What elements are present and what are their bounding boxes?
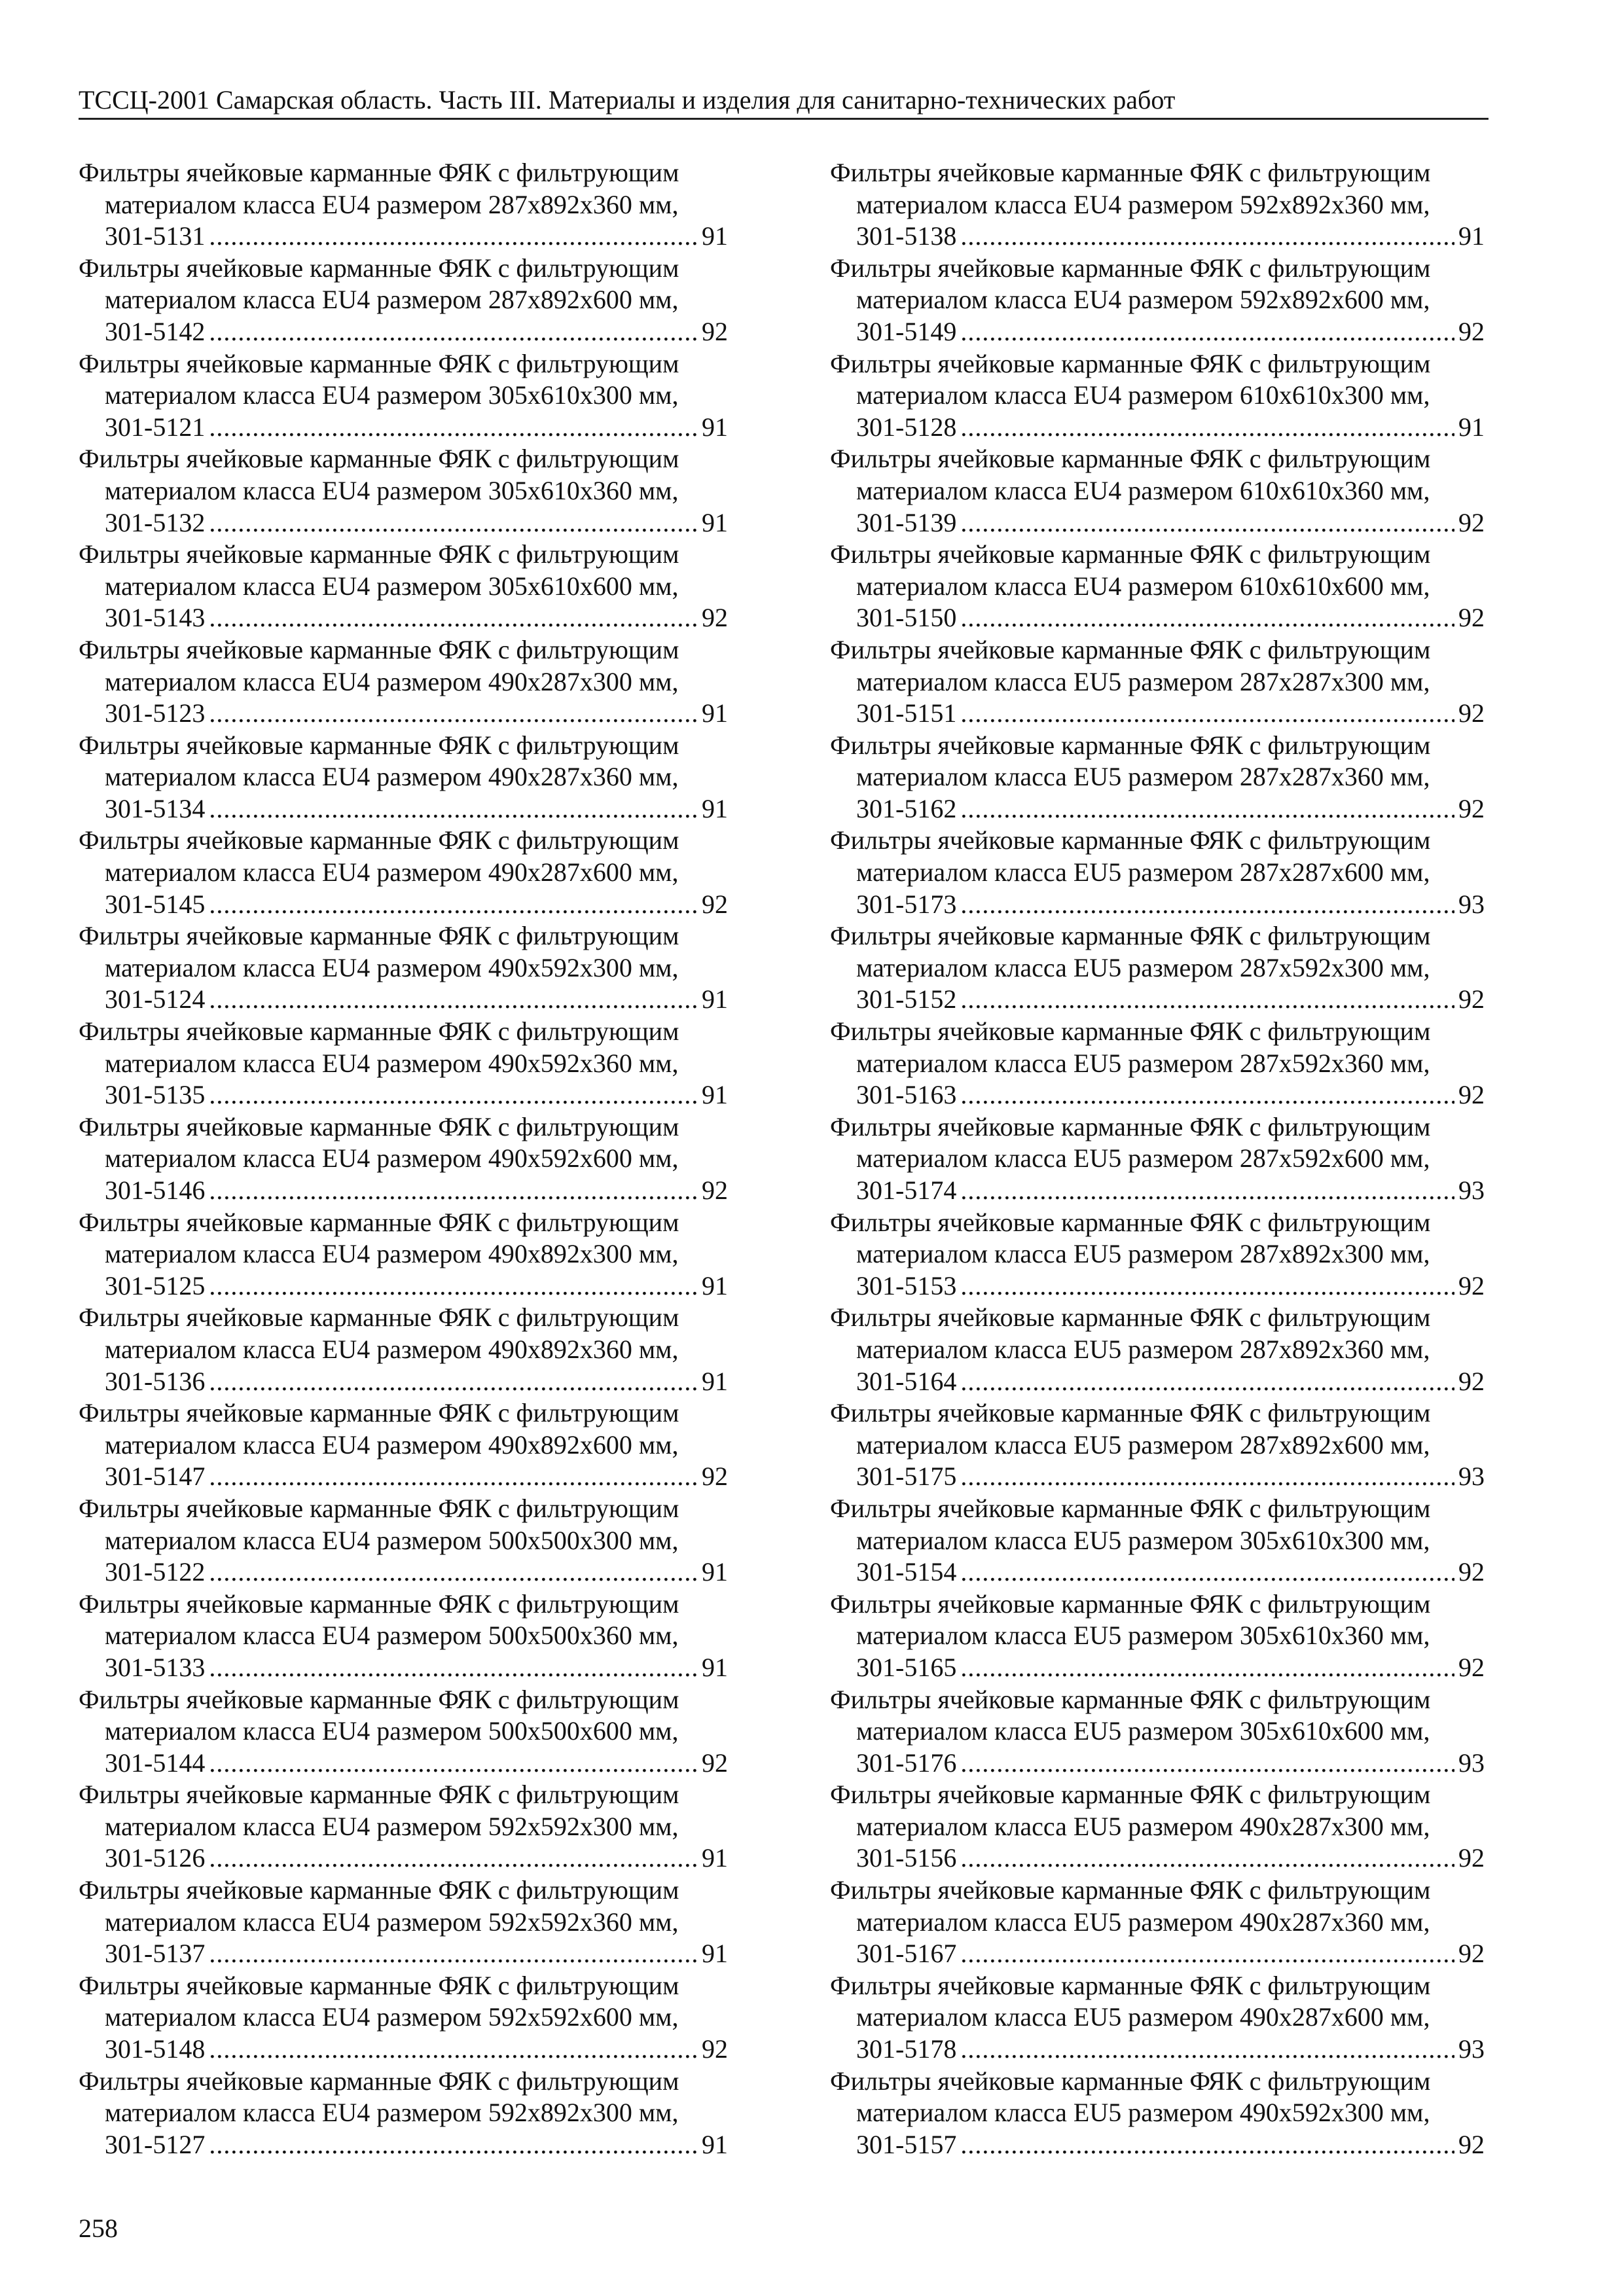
entry-spec-line: материалом класса EU4 размером 592x892x600 мм, bbox=[856, 285, 1430, 315]
dot-leader bbox=[209, 698, 698, 730]
entry-code-line bbox=[830, 1079, 1485, 1111]
entry-title-line: Фильтры ячейковые карманные ФЯК с фильтрующим bbox=[830, 1588, 1431, 1619]
entry-page-number: 92 bbox=[1458, 1843, 1485, 1873]
entry-code: 301-5173 bbox=[856, 889, 957, 919]
entry-code: 301-5150 bbox=[856, 603, 957, 633]
dot-leader bbox=[209, 221, 698, 253]
entry-code: 301-5176 bbox=[856, 1748, 957, 1778]
entry-page-number: 91 bbox=[702, 221, 728, 251]
entry-spec-line: материалом класса EU5 размером 287x592x600 мм, bbox=[856, 1143, 1430, 1174]
entry-page-number: 92 bbox=[1458, 2129, 1485, 2159]
entry-code: 301-5135 bbox=[105, 1080, 206, 1110]
entry-title-line: Фильтры ячейковые карманные ФЯК с фильтрующим bbox=[830, 730, 1431, 760]
running-header: ТССЦ-2001 Самарская область. Часть III. Материалы и изделия для санитарно-технических работ bbox=[79, 85, 1176, 115]
entry-code: 301-5144 bbox=[105, 1748, 206, 1778]
index-entry bbox=[830, 1779, 1485, 1874]
entry-code: 301-5167 bbox=[856, 1939, 957, 1969]
entry-title-line: Фильтры ячейковые карманные ФЯК с фильтрующим bbox=[79, 1493, 679, 1523]
entry-code: 301-5134 bbox=[105, 793, 206, 823]
index-entry bbox=[79, 2066, 728, 2161]
dot-leader bbox=[960, 1175, 1454, 1207]
index-entry bbox=[79, 1111, 728, 1207]
entry-code-line bbox=[79, 507, 728, 539]
entry-code: 301-5157 bbox=[856, 2129, 957, 2159]
dot-leader bbox=[209, 507, 698, 539]
entry-title-line: Фильтры ячейковые карманные ФЯК с фильтрующим bbox=[79, 1684, 679, 1714]
index-entry bbox=[79, 157, 728, 253]
entry-code: 301-5131 bbox=[105, 221, 206, 251]
entry-title-line: Фильтры ячейковые карманные ФЯК с фильтрующим bbox=[79, 1780, 679, 1810]
entry-title-line: Фильтры ячейковые карманные ФЯК с фильтрующим bbox=[830, 348, 1431, 378]
entry-spec-line: материалом класса EU4 размером 490x287x360 мм, bbox=[105, 762, 679, 792]
entry-code: 301-5128 bbox=[856, 412, 957, 442]
entry-title-line: Фильтры ячейковые карманные ФЯК с фильтрующим bbox=[79, 1302, 679, 1333]
entry-page-number: 91 bbox=[702, 1939, 728, 1969]
index-entry bbox=[79, 1779, 728, 1874]
dot-leader bbox=[209, 1079, 698, 1111]
entry-page-number: 93 bbox=[1458, 889, 1485, 919]
dot-leader bbox=[209, 2034, 698, 2066]
entry-spec-line: материалом класса EU5 размером 287x892x300 мм, bbox=[856, 1239, 1430, 1269]
dot-leader bbox=[209, 1938, 698, 1970]
entry-code: 301-5164 bbox=[856, 1366, 957, 1396]
index-entry bbox=[830, 730, 1485, 825]
entry-title-line: Фильтры ячейковые карманные ФЯК с фильтрующим bbox=[79, 539, 679, 569]
entry-page-number: 92 bbox=[1458, 984, 1485, 1014]
entry-code-line bbox=[79, 1175, 728, 1207]
entry-spec-line: материалом класса EU4 размером 490x287x600 мм, bbox=[105, 857, 679, 888]
entry-code: 301-5142 bbox=[105, 316, 206, 346]
entry-title-line: Фильтры ячейковые карманные ФЯК с фильтрующим bbox=[830, 253, 1431, 283]
index-entry bbox=[79, 920, 728, 1016]
index-entry bbox=[79, 825, 728, 920]
entry-page-number: 92 bbox=[702, 316, 728, 346]
entry-code: 301-5136 bbox=[105, 1366, 206, 1396]
entry-spec-line: материалом класса EU4 размером 592x892x300 мм, bbox=[105, 2098, 679, 2128]
entry-code-line bbox=[79, 1366, 728, 1398]
index-entry bbox=[830, 1397, 1485, 1493]
entry-page-number: 92 bbox=[702, 1748, 728, 1778]
entry-page-number: 91 bbox=[702, 698, 728, 728]
entry-spec-line: материалом класса EU5 размером 287x892x360 мм, bbox=[856, 1334, 1430, 1364]
index-entry bbox=[79, 1588, 728, 1684]
dot-leader bbox=[960, 316, 1454, 348]
entry-spec-line: материалом класса EU4 размером 592x592x600 мм, bbox=[105, 2002, 679, 2032]
entry-code: 301-5162 bbox=[856, 793, 957, 823]
index-column-right bbox=[830, 157, 1485, 2161]
entry-code-line bbox=[79, 2129, 728, 2161]
entry-code: 301-5121 bbox=[105, 412, 206, 442]
entry-title-line: Фильтры ячейковые карманные ФЯК с фильтрующим bbox=[79, 444, 679, 474]
entry-spec-line: материалом класса EU4 размером 592x592x300 мм, bbox=[105, 1811, 679, 1841]
index-entry bbox=[79, 1302, 728, 1397]
entry-spec-line: материалом класса EU5 размером 287x287x360 мм, bbox=[856, 762, 1430, 792]
entry-code-line bbox=[79, 698, 728, 730]
index-entry bbox=[830, 1684, 1485, 1780]
entry-spec-line: материалом класса EU4 размером 490x892x300 мм, bbox=[105, 1239, 679, 1269]
dot-leader bbox=[209, 889, 698, 921]
entry-spec-line: материалом класса EU5 размером 305x610x360 мм, bbox=[856, 1621, 1430, 1651]
entry-code-line bbox=[79, 221, 728, 253]
dot-leader bbox=[209, 602, 698, 634]
entry-spec-line: материалом класса EU5 размером 490x287x360 мм, bbox=[856, 1907, 1430, 1937]
entry-page-number: 91 bbox=[702, 507, 728, 537]
entry-code-line bbox=[830, 1748, 1485, 1780]
entry-title-line: Фильтры ячейковые карманные ФЯК с фильтрующим bbox=[79, 921, 679, 951]
entry-spec-line: материалом класса EU4 размером 490x592x600 мм, bbox=[105, 1143, 679, 1174]
index-entry bbox=[830, 253, 1485, 348]
entry-spec-line: материалом класса EU4 размером 490x592x300 мм, bbox=[105, 952, 679, 982]
entry-page-number: 92 bbox=[1458, 793, 1485, 823]
entry-page-number: 91 bbox=[702, 1366, 728, 1396]
entry-page-number: 91 bbox=[702, 2129, 728, 2159]
index-entry bbox=[79, 1493, 728, 1588]
entry-code-line bbox=[830, 1842, 1485, 1874]
entry-code: 301-5143 bbox=[105, 603, 206, 633]
index-entry bbox=[830, 1016, 1485, 1111]
entry-code-line bbox=[830, 889, 1485, 921]
entry-spec-line: материалом класса EU4 размером 305x610x300 мм, bbox=[105, 380, 679, 410]
entry-code-line bbox=[79, 602, 728, 634]
entry-spec-line: материалом класса EU4 размером 610x610x360 мм, bbox=[856, 475, 1430, 505]
dot-leader bbox=[960, 793, 1454, 825]
entry-spec-line: материалом класса EU4 размером 490x892x360 мм, bbox=[105, 1334, 679, 1364]
entry-code: 301-5178 bbox=[856, 2034, 957, 2064]
entry-page-number: 92 bbox=[702, 2034, 728, 2064]
entry-page-number: 91 bbox=[702, 1652, 728, 1682]
entry-title-line: Фильтры ячейковые карманные ФЯК с фильтрующим bbox=[830, 634, 1431, 664]
entry-code-line bbox=[830, 1461, 1485, 1493]
entry-code: 301-5137 bbox=[105, 1939, 206, 1969]
dot-leader bbox=[960, 1461, 1454, 1493]
entry-spec-line: материалом класса EU4 размером 305x610x360 мм, bbox=[105, 475, 679, 505]
index-entry bbox=[830, 1874, 1485, 1970]
entry-code-line bbox=[79, 1556, 728, 1588]
index-entry bbox=[830, 2066, 1485, 2161]
index-entry bbox=[79, 1874, 728, 1970]
entry-title-line: Фильтры ячейковые карманные ФЯК с фильтрующим bbox=[79, 1111, 679, 1141]
entry-page-number: 91 bbox=[1458, 412, 1485, 442]
dot-leader bbox=[960, 221, 1454, 253]
entry-code-line bbox=[830, 2129, 1485, 2161]
entry-title-line: Фильтры ячейковые карманные ФЯК с фильтрующим bbox=[830, 158, 1431, 187]
index-entry bbox=[830, 1970, 1485, 2066]
entry-title-line: Фильтры ячейковые карманные ФЯК с фильтрующим bbox=[830, 1207, 1431, 1237]
entry-page-number: 92 bbox=[1458, 507, 1485, 537]
entry-code: 301-5175 bbox=[856, 1462, 957, 1492]
entry-title-line: Фильтры ячейковые карманные ФЯК с фильтрующим bbox=[830, 1970, 1431, 2000]
entry-code-line bbox=[830, 1175, 1485, 1207]
entry-spec-line: материалом класса EU4 размером 287x892x600 мм, bbox=[105, 285, 679, 315]
dot-leader bbox=[960, 1748, 1454, 1780]
entry-spec-line: материалом класса EU5 размером 287x287x600 мм, bbox=[856, 857, 1430, 888]
entry-spec-line: материалом класса EU4 размером 490x892x600 мм, bbox=[105, 1429, 679, 1460]
entry-title-line: Фильтры ячейковые карманные ФЯК с фильтрующим bbox=[830, 1111, 1431, 1141]
entry-code-line bbox=[830, 221, 1485, 253]
entry-code: 301-5174 bbox=[856, 1175, 957, 1205]
entry-code: 301-5165 bbox=[856, 1652, 957, 1682]
entry-page-number: 92 bbox=[1458, 1080, 1485, 1110]
entry-spec-line: материалом класса EU5 размером 490x287x600 мм, bbox=[856, 2002, 1430, 2032]
header-rule bbox=[79, 118, 1489, 120]
index-entry bbox=[79, 1207, 728, 1302]
entry-code-line bbox=[79, 889, 728, 921]
entry-page-number: 91 bbox=[702, 1557, 728, 1587]
index-entry bbox=[79, 1684, 728, 1780]
entry-code-line bbox=[79, 1748, 728, 1780]
entry-code: 301-5156 bbox=[856, 1843, 957, 1873]
entry-code-line bbox=[830, 793, 1485, 825]
dot-leader bbox=[209, 1652, 698, 1684]
dot-leader bbox=[960, 507, 1454, 539]
entry-spec-line: материалом класса EU5 размером 287x592x360 мм, bbox=[856, 1048, 1430, 1078]
entry-spec-line: материалом класса EU5 размером 305x610x300 мм, bbox=[856, 1525, 1430, 1555]
entry-code: 301-5152 bbox=[856, 984, 957, 1014]
dot-leader bbox=[209, 1461, 698, 1493]
entry-page-number: 91 bbox=[702, 1270, 728, 1300]
entry-code: 301-5123 bbox=[105, 698, 206, 728]
entry-spec-line: материалом класса EU4 размером 610x610x600 мм, bbox=[856, 571, 1430, 601]
entry-title-line: Фильтры ячейковые карманные ФЯК с фильтрующим bbox=[79, 1970, 679, 2000]
entry-code: 301-5126 bbox=[105, 1843, 206, 1873]
entry-code-line bbox=[830, 1556, 1485, 1588]
entry-code-line bbox=[79, 793, 728, 825]
entry-spec-line: материалом класса EU4 размером 490x287x300 мм, bbox=[105, 666, 679, 696]
entry-page-number: 92 bbox=[702, 889, 728, 919]
entry-code-line bbox=[830, 1652, 1485, 1684]
entry-code-line bbox=[830, 984, 1485, 1016]
dot-leader bbox=[209, 1556, 698, 1588]
entry-page-number: 91 bbox=[702, 793, 728, 823]
index-entry bbox=[830, 443, 1485, 539]
entry-page-number: 92 bbox=[1458, 603, 1485, 633]
entry-title-line: Фильтры ячейковые карманные ФЯК с фильтрующим bbox=[79, 253, 679, 283]
entry-code: 301-5163 bbox=[856, 1080, 957, 1110]
entry-code: 301-5125 bbox=[105, 1270, 206, 1300]
entry-title-line: Фильтры ячейковые карманные ФЯК с фильтрующим bbox=[79, 730, 679, 760]
index-entry bbox=[830, 1302, 1485, 1397]
index-entry bbox=[830, 157, 1485, 253]
entry-title-line: Фильтры ячейковые карманные ФЯК с фильтрующим bbox=[79, 1875, 679, 1905]
entry-code: 301-5127 bbox=[105, 2129, 206, 2159]
dot-leader bbox=[209, 1270, 698, 1302]
entry-code: 301-5124 bbox=[105, 984, 206, 1014]
entry-title-line: Фильтры ячейковые карманные ФЯК с фильтрующим bbox=[830, 1875, 1431, 1905]
dot-leader bbox=[960, 602, 1454, 634]
entry-code-line bbox=[79, 1938, 728, 1970]
index-entry bbox=[830, 1111, 1485, 1207]
entry-code: 301-5153 bbox=[856, 1270, 957, 1300]
entry-code: 301-5148 bbox=[105, 2034, 206, 2064]
entry-page-number: 93 bbox=[1458, 1748, 1485, 1778]
entry-spec-line: материалом класса EU4 размером 490x592x360 мм, bbox=[105, 1048, 679, 1078]
entry-page-number: 93 bbox=[1458, 2034, 1485, 2064]
index-entry bbox=[830, 348, 1485, 444]
dot-leader bbox=[209, 412, 698, 444]
entry-page-number: 91 bbox=[702, 1080, 728, 1110]
dot-leader bbox=[209, 2129, 698, 2161]
entry-code-line bbox=[79, 412, 728, 444]
entry-code-line bbox=[830, 1270, 1485, 1302]
dot-leader bbox=[960, 1842, 1454, 1874]
entry-page-number: 93 bbox=[1458, 1175, 1485, 1205]
entry-code: 301-5151 bbox=[856, 698, 957, 728]
index-entry bbox=[79, 1397, 728, 1493]
entry-page-number: 92 bbox=[1458, 698, 1485, 728]
entry-spec-line: материалом класса EU5 размером 305x610x600 мм, bbox=[856, 1716, 1430, 1746]
entry-page-number: 92 bbox=[702, 1175, 728, 1205]
dot-leader bbox=[209, 984, 698, 1016]
dot-leader bbox=[960, 698, 1454, 730]
entry-code-line bbox=[830, 1366, 1485, 1398]
index-entry bbox=[830, 1207, 1485, 1302]
index-entry bbox=[79, 348, 728, 444]
entry-title-line: Фильтры ячейковые карманные ФЯК с фильтрующим bbox=[830, 1684, 1431, 1714]
entry-code-line bbox=[830, 507, 1485, 539]
entry-code-line bbox=[830, 316, 1485, 348]
page-number: 258 bbox=[79, 2214, 118, 2243]
entry-title-line: Фильтры ячейковые карманные ФЯК с фильтрующим bbox=[830, 1398, 1431, 1428]
dot-leader bbox=[960, 2034, 1454, 2066]
entry-title-line: Фильтры ячейковые карманные ФЯК с фильтрующим bbox=[830, 1016, 1431, 1047]
entry-code-line bbox=[79, 1270, 728, 1302]
entry-spec-line: материалом класса EU4 размером 287x892x360 мм, bbox=[105, 189, 679, 219]
index-entry bbox=[830, 539, 1485, 634]
entry-page-number: 91 bbox=[702, 412, 728, 442]
entry-page-number: 91 bbox=[1458, 221, 1485, 251]
entry-title-line: Фильтры ячейковые карманные ФЯК с фильтрующим bbox=[79, 1207, 679, 1237]
entry-title-line: Фильтры ячейковые карманные ФЯК с фильтрующим bbox=[79, 825, 679, 855]
dot-leader bbox=[209, 1842, 698, 1874]
dot-leader bbox=[209, 1366, 698, 1398]
dot-leader bbox=[960, 2129, 1454, 2161]
entry-code-line bbox=[79, 1079, 728, 1111]
dot-leader bbox=[209, 1175, 698, 1207]
entry-code-line bbox=[79, 1652, 728, 1684]
dot-leader bbox=[960, 1556, 1454, 1588]
entry-code: 301-5133 bbox=[105, 1652, 206, 1682]
entry-code-line bbox=[79, 984, 728, 1016]
dot-leader bbox=[209, 793, 698, 825]
entry-title-line: Фильтры ячейковые карманные ФЯК с фильтрующим bbox=[79, 634, 679, 664]
entry-title-line: Фильтры ячейковые карманные ФЯК с фильтрующим bbox=[79, 348, 679, 378]
entry-page-number: 92 bbox=[1458, 1652, 1485, 1682]
index-entry bbox=[79, 634, 728, 730]
index-entry bbox=[79, 253, 728, 348]
index-entry bbox=[79, 539, 728, 634]
entry-title-line: Фильтры ячейковые карманные ФЯК с фильтрующим bbox=[830, 1493, 1431, 1523]
entry-code-line bbox=[830, 2034, 1485, 2066]
dot-leader bbox=[960, 1270, 1454, 1302]
entry-title-line: Фильтры ячейковые карманные ФЯК с фильтрующим bbox=[830, 825, 1431, 855]
entry-spec-line: материалом класса EU5 размером 490x592x300 мм, bbox=[856, 2098, 1430, 2128]
entry-title-line: Фильтры ячейковые карманные ФЯК с фильтрующим bbox=[79, 1398, 679, 1428]
entry-spec-line: материалом класса EU5 размером 490x287x300 мм, bbox=[856, 1811, 1430, 1841]
index-entry bbox=[830, 1588, 1485, 1684]
entry-spec-line: материалом класса EU4 размером 500x500x600 мм, bbox=[105, 1716, 679, 1746]
dot-leader bbox=[960, 1366, 1454, 1398]
entry-code-line bbox=[79, 1461, 728, 1493]
entry-code: 301-5146 bbox=[105, 1175, 206, 1205]
index-entry bbox=[79, 1970, 728, 2066]
entry-code-line bbox=[830, 1938, 1485, 1970]
index-entry bbox=[79, 1016, 728, 1111]
dot-leader bbox=[960, 1938, 1454, 1970]
index-column-left bbox=[79, 157, 728, 2161]
index-entry bbox=[830, 634, 1485, 730]
dot-leader bbox=[960, 1079, 1454, 1111]
index-entry bbox=[830, 825, 1485, 920]
entry-code-line bbox=[79, 2034, 728, 2066]
entry-code: 301-5139 bbox=[856, 507, 957, 537]
entry-page-number: 92 bbox=[1458, 1366, 1485, 1396]
index-entry bbox=[79, 443, 728, 539]
entry-code-line bbox=[830, 412, 1485, 444]
entry-spec-line: материалом класса EU5 размером 287x892x600 мм, bbox=[856, 1429, 1430, 1460]
entry-code: 301-5149 bbox=[856, 316, 957, 346]
dot-leader bbox=[960, 889, 1454, 921]
dot-leader bbox=[960, 984, 1454, 1016]
entry-page-number: 92 bbox=[1458, 316, 1485, 346]
entry-title-line: Фильтры ячейковые карманные ФЯК с фильтрующим bbox=[79, 158, 679, 187]
entry-title-line: Фильтры ячейковые карманные ФЯК с фильтрующим bbox=[79, 2066, 679, 2096]
entry-code-line bbox=[830, 698, 1485, 730]
entry-title-line: Фильтры ячейковые карманные ФЯК с фильтрующим bbox=[830, 2066, 1431, 2096]
entry-title-line: Фильтры ячейковые карманные ФЯК с фильтрующим bbox=[830, 444, 1431, 474]
dot-leader bbox=[960, 1652, 1454, 1684]
entry-spec-line: материалом класса EU4 размером 592x892x360 мм, bbox=[856, 189, 1430, 219]
entry-page-number: 92 bbox=[1458, 1557, 1485, 1587]
entry-page-number: 91 bbox=[702, 984, 728, 1014]
index-entry bbox=[830, 1493, 1485, 1588]
entry-code-line bbox=[830, 602, 1485, 634]
entry-title-line: Фильтры ячейковые карманные ФЯК с фильтрующим bbox=[830, 539, 1431, 569]
dot-leader bbox=[960, 412, 1454, 444]
entry-code: 301-5122 bbox=[105, 1557, 206, 1587]
entry-title-line: Фильтры ячейковые карманные ФЯК с фильтрующим bbox=[830, 921, 1431, 951]
entry-code: 301-5138 bbox=[856, 221, 957, 251]
entry-spec-line: материалом класса EU4 размером 610x610x300 мм, bbox=[856, 380, 1430, 410]
entry-spec-line: материалом класса EU4 размером 500x500x360 мм, bbox=[105, 1621, 679, 1651]
entry-code: 301-5145 bbox=[105, 889, 206, 919]
entry-page-number: 92 bbox=[702, 603, 728, 633]
index-entry bbox=[830, 920, 1485, 1016]
entry-page-number: 92 bbox=[702, 1462, 728, 1492]
entry-code: 301-5132 bbox=[105, 507, 206, 537]
entry-code: 301-5147 bbox=[105, 1462, 206, 1492]
entry-spec-line: материалом класса EU5 размером 287x287x300 мм, bbox=[856, 666, 1430, 696]
entry-code-line bbox=[79, 1842, 728, 1874]
entry-spec-line: материалом класса EU4 размером 500x500x300 мм, bbox=[105, 1525, 679, 1555]
entry-code: 301-5154 bbox=[856, 1557, 957, 1587]
entry-code-line bbox=[79, 316, 728, 348]
dot-leader bbox=[209, 1748, 698, 1780]
index-entry bbox=[79, 730, 728, 825]
entry-spec-line: материалом класса EU4 размером 305x610x600 мм, bbox=[105, 571, 679, 601]
entry-title-line: Фильтры ячейковые карманные ФЯК с фильтрующим bbox=[830, 1302, 1431, 1333]
entry-page-number: 92 bbox=[1458, 1939, 1485, 1969]
entry-title-line: Фильтры ячейковые карманные ФЯК с фильтрующим bbox=[79, 1016, 679, 1047]
entry-title-line: Фильтры ячейковые карманные ФЯК с фильтрующим bbox=[79, 1588, 679, 1619]
entry-spec-line: материалом класса EU4 размером 592x592x360 мм, bbox=[105, 1907, 679, 1937]
dot-leader bbox=[209, 316, 698, 348]
entry-page-number: 91 bbox=[702, 1843, 728, 1873]
entry-page-number: 93 bbox=[1458, 1462, 1485, 1492]
entry-spec-line: материалом класса EU5 размером 287x592x300 мм, bbox=[856, 952, 1430, 982]
entry-title-line: Фильтры ячейковые карманные ФЯК с фильтрующим bbox=[830, 1780, 1431, 1810]
entry-page-number: 92 bbox=[1458, 1270, 1485, 1300]
